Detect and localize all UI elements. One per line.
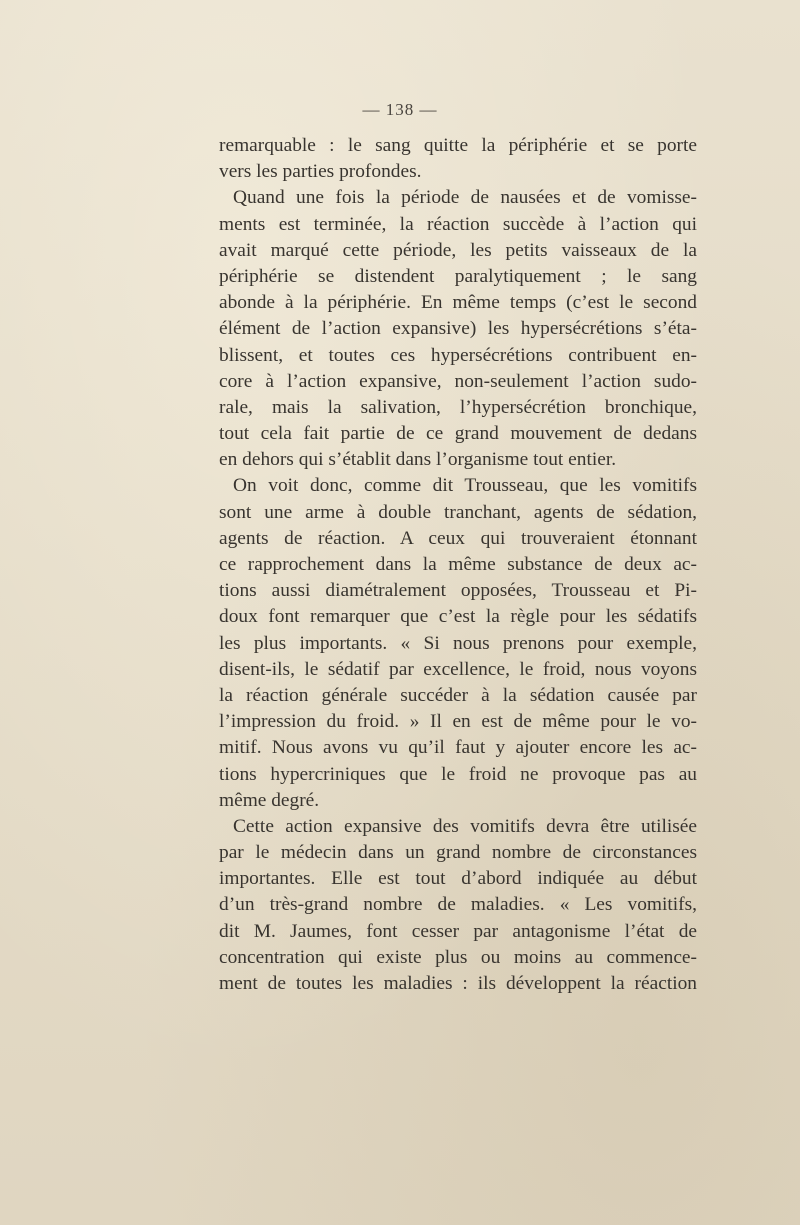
text-line: périphérie se distendent paralytiquement ; le sang	[219, 265, 697, 287]
text-line: l’impression du froid. » Il en est de même pour le vo-	[219, 711, 697, 733]
text-line: mitif. Nous avons vu qu’il faut y ajouter encore les ac-	[219, 737, 697, 759]
text-line: importantes. Elle est tout d’abord indiquée au début	[219, 868, 697, 890]
text-line: d’un très-grand nombre de maladies. « Les vomitifs,	[219, 894, 697, 916]
text-line: On voit donc, comme dit Trousseau, que les vomitifs	[233, 475, 697, 497]
text-line: les plus importants. « Si nous prenons pour exemple,	[219, 632, 697, 654]
text-line: ment de toutes les maladies : ils développent la réaction	[219, 973, 697, 994]
text-line: remarquable : le sang quitte la périphérie et se porte	[219, 135, 697, 156]
body-text	[219, 133, 697, 997]
text-line: vers les parties profondes.	[219, 161, 422, 183]
text-line: sont une arme à double tranchant, agents de sédation,	[219, 501, 697, 523]
page-number: — 138 —	[362, 100, 438, 119]
text-line: avait marqué cette période, les petits vaisseaux de la	[219, 239, 697, 261]
text-line: abonde à la périphérie. En même temps (c’est le second	[219, 292, 697, 314]
text-line: blissent, et toutes ces hypersécrétions contribuent en-	[219, 344, 697, 366]
paragraph	[219, 185, 697, 473]
text-line: même degré.	[219, 789, 320, 811]
text-line: ce rapprochement dans la même substance de deux ac-	[219, 554, 697, 575]
paragraph	[219, 814, 697, 997]
paragraph	[219, 473, 697, 813]
text-line: par le médecin dans un grand nombre de circonstances	[219, 842, 697, 864]
text-line: doux font remarquer que c’est la règle pour les sédatifs	[219, 606, 697, 628]
text-line: Cette action expansive des vomitifs devra être utilisée	[233, 815, 697, 837]
text-line: concentration qui existe plus ou moins au commence-	[219, 946, 697, 968]
text-line: la réaction générale succéder à la sédation causée par	[219, 684, 697, 706]
text-line: élément de l’action expansive) les hypersécrétions s’éta-	[219, 318, 697, 340]
text-line: rale, mais la salivation, l’hypersécrétion bronchique,	[219, 396, 697, 418]
text-line: en dehors qui s’établit dans l’organisme tout entier.	[219, 449, 617, 471]
text-line: agents de réaction. A ceux qui trouveraient étonnant	[219, 527, 697, 549]
text-line: core à l’action expansive, non-seulement l’action sudo-	[219, 370, 697, 392]
text-line: tions aussi diamétralement opposées, Trousseau et Pi-	[219, 580, 697, 602]
text-line: tions hypercriniques que le froid ne provoque pas au	[219, 763, 697, 785]
text-line: Quand une fois la période de nausées et de vomisse-	[233, 187, 697, 209]
text-line: tout cela fait partie de ce grand mouvement de dedans	[219, 423, 697, 445]
text-line: ments est terminée, la réaction succède à l’action qui	[219, 213, 697, 235]
text-line: dit M. Jaumes, font cesser par antagonisme l’état de	[219, 920, 697, 942]
paragraph	[219, 133, 697, 185]
text-line: disent-ils, le sédatif par excellence, le froid, nous voyons	[219, 658, 697, 680]
